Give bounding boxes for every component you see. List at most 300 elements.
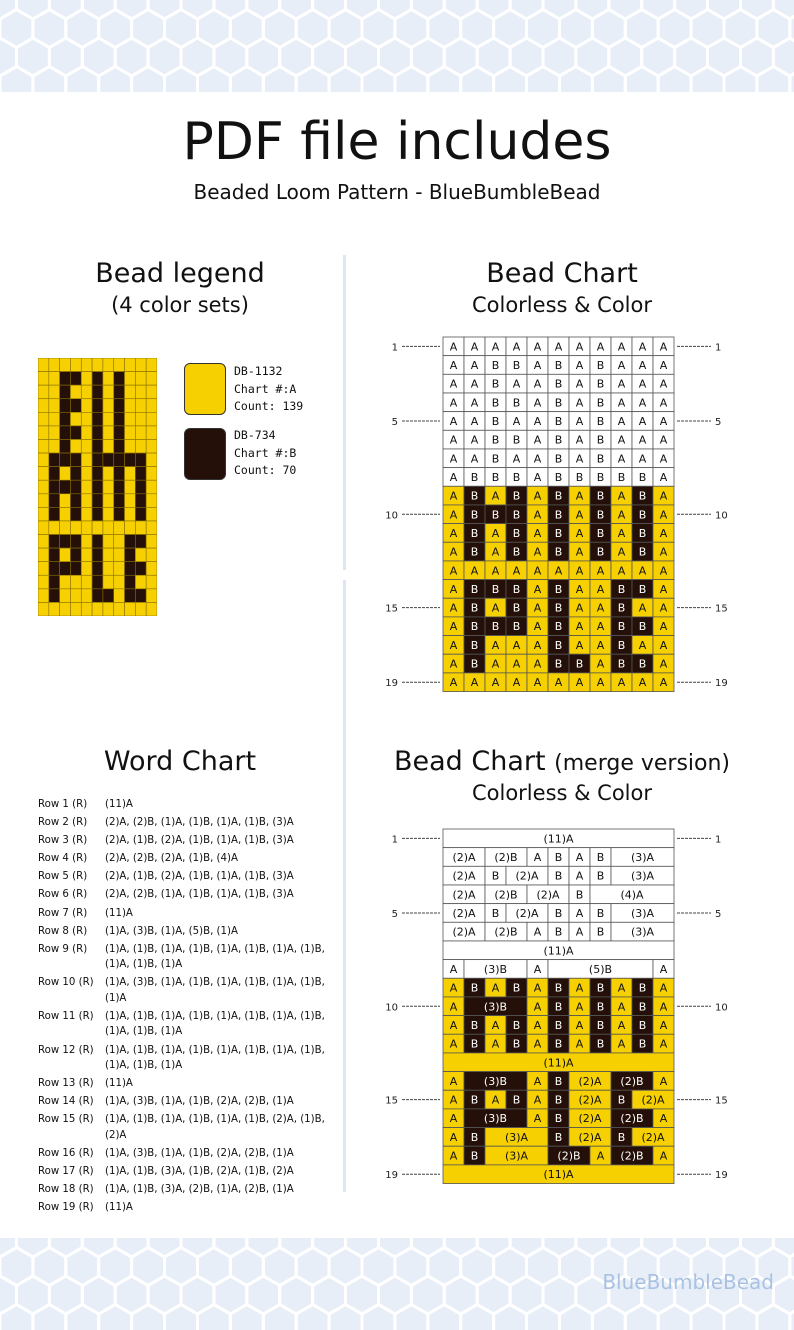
merge-cell-label: A — [533, 1112, 542, 1126]
preview-bead — [81, 439, 92, 453]
bead-cell-label: A — [638, 452, 647, 466]
hex-cell — [148, 1238, 181, 1257]
bead-cell-label: A — [491, 676, 500, 690]
preview-bead — [125, 358, 136, 372]
merge-cell-label: (2)A — [452, 850, 476, 864]
bead-cell-label: B — [491, 620, 500, 634]
preview-bead — [38, 372, 49, 386]
bead-cell-label: A — [575, 601, 584, 615]
preview-bead — [125, 453, 136, 467]
bead-cell-label: A — [470, 564, 479, 578]
bead-cell-label: A — [449, 564, 458, 578]
hex-cell — [33, 1305, 66, 1330]
preview-bead — [114, 575, 125, 589]
bead-cell-label: A — [470, 676, 479, 690]
hex-cell — [675, 1238, 708, 1257]
bead-cell-label: A — [491, 545, 500, 559]
preview-bead — [81, 521, 92, 535]
row-marker-label: 10 — [385, 1002, 398, 1014]
bead-cell-label: A — [491, 489, 500, 503]
merge-cell-label: A — [533, 1093, 542, 1107]
hex-cell — [313, 1238, 346, 1257]
bead-cell-label: B — [575, 470, 584, 484]
preview-bead — [114, 412, 125, 426]
bead-cell-label: A — [449, 396, 458, 410]
hex-pattern — [0, 0, 794, 92]
word-chart-row-label: Row 10 (R) — [38, 977, 94, 989]
hex-cell — [82, 1238, 115, 1257]
merge-cell-label: B — [554, 1093, 563, 1107]
bead-cell-label: B — [638, 470, 647, 484]
preview-bead — [49, 480, 60, 494]
hex-cell — [230, 67, 263, 93]
merge-cell-label: B — [491, 869, 500, 883]
bead-cell-label: A — [533, 676, 542, 690]
bead-chart-subtitle: Colorless & Color — [471, 293, 653, 317]
bead-cell-label: A — [533, 508, 542, 522]
preview-bead — [92, 562, 103, 576]
hex-cell — [362, 1305, 395, 1330]
merge-cell-label: A — [533, 850, 542, 864]
merge-cell-label: B — [554, 850, 563, 864]
preview-bead — [135, 494, 146, 508]
bead-cell-label: B — [470, 489, 479, 503]
hex-cell — [773, 38, 794, 76]
merge-cell-label: (11)A — [543, 1056, 574, 1070]
merge-cell-label: B — [554, 1037, 563, 1051]
merge-cell-label: A — [575, 925, 584, 939]
hex-cell — [510, 1238, 543, 1257]
bead-cell-label: A — [659, 396, 668, 410]
bead-cell-label: B — [470, 582, 479, 596]
word-chart-row-label: Row 17 (R) — [38, 1166, 94, 1177]
hex-cell — [214, 0, 247, 19]
merge-cell-label: (2)A — [578, 1074, 602, 1088]
word-chart-row-text: (1)A, (3)B, (1)A, (5)B, (1)A — [105, 925, 238, 937]
legend-title: Bead legend — [95, 258, 265, 289]
hex-cell — [543, 0, 576, 19]
merge-chart-title — [360, 746, 764, 777]
preview-bead — [146, 562, 157, 576]
bead-cell-label: B — [596, 545, 605, 559]
preview-bead — [38, 480, 49, 494]
hex-cell — [461, 1305, 494, 1330]
hex-cell — [708, 1238, 741, 1257]
bead-cell-label: A — [638, 638, 647, 652]
preview-bead — [114, 589, 125, 603]
hex-cell — [66, 1305, 99, 1330]
merge-cell-label: B — [470, 1130, 479, 1144]
row-marker-label: 15 — [715, 1095, 728, 1107]
bead-cell-label: A — [575, 508, 584, 522]
bead-cell-label: A — [659, 358, 668, 372]
preview-bead — [49, 399, 60, 413]
bead-cell-label: B — [596, 452, 605, 466]
merge-cell-label: A — [617, 1018, 626, 1032]
merge-cell-label: A — [575, 1037, 584, 1051]
bead-cell-label: A — [512, 414, 521, 428]
preview-bead — [114, 467, 125, 481]
row-marker-label: 19 — [715, 678, 728, 690]
legend-count: Count: 139 — [234, 399, 304, 413]
preview-bead — [81, 399, 92, 413]
bead-cell-label: B — [617, 601, 626, 615]
preview-bead — [125, 602, 136, 616]
word-chart-row — [38, 1009, 325, 1040]
merge-bead-chart — [370, 822, 754, 1192]
preview-bead — [103, 372, 114, 386]
hex-cell — [510, 0, 543, 19]
preview-bead — [49, 535, 60, 549]
preview-bead — [135, 535, 146, 549]
merge-cell-label: B — [470, 1093, 479, 1107]
bead-cell-label: A — [596, 601, 605, 615]
merge-cell-label: A — [659, 1074, 668, 1088]
word-chart-row-text: (2)A, (2)B, (2)A, (1)B, (4)A — [105, 853, 238, 865]
preview-bead — [135, 399, 146, 413]
preview-bead — [60, 535, 71, 549]
bead-cell-label: B — [491, 582, 500, 596]
merge-cell-label: (2)A — [578, 1112, 602, 1126]
bead-cell-label: A — [533, 526, 542, 540]
bead-cell-label: A — [512, 377, 521, 391]
bead-cell-label: A — [512, 340, 521, 354]
merge-cell-label: A — [617, 1000, 626, 1014]
preview-bead — [38, 412, 49, 426]
bead-cell-label: A — [575, 452, 584, 466]
legend-chart: Chart #:B — [234, 445, 297, 460]
word-chart-row — [38, 1043, 325, 1074]
merge-cell-label: B — [638, 1000, 647, 1014]
hex-cell — [757, 67, 790, 93]
bead-cell-label: B — [596, 396, 605, 410]
bead-cell-label: A — [512, 657, 521, 671]
hex-cell — [790, 67, 794, 93]
preview-bead — [81, 494, 92, 508]
preview-bead — [103, 480, 114, 494]
preview-bead — [146, 494, 157, 508]
bead-cell-label: B — [638, 620, 647, 634]
bead-cell-label: A — [512, 638, 521, 652]
bead-cell-label: B — [512, 470, 521, 484]
hex-cell — [263, 1305, 296, 1330]
hex-cell — [625, 1305, 658, 1330]
preview-bead — [114, 535, 125, 549]
preview-bead — [70, 358, 81, 372]
merge-cell-label: (3)A — [630, 869, 655, 883]
merge-cell-label: A — [491, 1018, 500, 1032]
preview-bead — [114, 372, 125, 386]
preview-bead — [70, 562, 81, 576]
merge-cell-label: B — [554, 906, 563, 920]
word-chart-row — [38, 887, 325, 903]
merge-cell-label: A — [575, 1000, 584, 1014]
preview-bead — [38, 453, 49, 467]
preview-bead — [38, 521, 49, 535]
row-marker-label: 19 — [385, 678, 398, 690]
bead-cell-label: B — [596, 526, 605, 540]
word-chart-row-label: Row 18 (R) — [38, 1184, 94, 1196]
hex-cell — [346, 1238, 379, 1257]
bead-cell-label: A — [533, 414, 542, 428]
bead-cell-label: A — [575, 582, 584, 596]
bead-cell-label: A — [449, 377, 458, 391]
bead-cell-label: A — [449, 414, 458, 428]
bead-cell-label: A — [470, 377, 479, 391]
merge-cell-label: A — [659, 1149, 668, 1163]
bead-cell-label: A — [617, 545, 626, 559]
word-chart-row-text: (11)A — [105, 1078, 133, 1090]
merge-cell-label: A — [659, 962, 668, 976]
hex-cell — [625, 67, 658, 93]
hex-cell — [411, 0, 444, 19]
bead-cell-label: A — [596, 582, 605, 596]
legend-chart: Chart #:A — [234, 381, 297, 396]
bead-cell-label: B — [638, 545, 647, 559]
bead-cell-label: A — [638, 601, 647, 615]
bead-cell-label: A — [449, 657, 458, 671]
hex-cell — [99, 1305, 132, 1330]
hex-cell — [49, 0, 82, 19]
word-chart-row-text: (1)A, (1)B, (3)A, (1)B, (2)A, (1)B, (2)A — [105, 1166, 294, 1177]
preview-bead — [38, 562, 49, 576]
preview-bead — [103, 358, 114, 372]
preview-bead — [114, 426, 125, 440]
row-marker-label: 5 — [715, 416, 722, 428]
preview-bead — [81, 535, 92, 549]
bead-cell-label: B — [554, 657, 563, 671]
bead-cell-label: A — [491, 340, 500, 354]
legend-entry-a — [234, 363, 303, 416]
bead-cell-label: B — [512, 526, 521, 540]
preview-bead — [103, 439, 114, 453]
merge-cell-label: B — [596, 906, 605, 920]
merge-cell-label: B — [554, 1000, 563, 1014]
bead-cell-label: B — [638, 508, 647, 522]
preview-bead — [125, 439, 136, 453]
merge-cell-label: B — [470, 1149, 479, 1163]
merge-cell-label: A — [533, 1018, 542, 1032]
merge-cell-label: (2)A — [536, 888, 560, 902]
bead-cell-label: A — [554, 340, 563, 354]
preview-bead — [60, 412, 71, 426]
merge-cell-label: A — [575, 869, 584, 883]
bead-cell-label: A — [617, 340, 626, 354]
preview-bead — [60, 562, 71, 576]
word-chart-row-label: Row 13 (R) — [38, 1078, 94, 1090]
preview-bead — [103, 548, 114, 562]
bead-cell-label: A — [617, 508, 626, 522]
word-chart-row — [38, 942, 325, 973]
merge-cell-label: (2)A — [578, 1093, 602, 1107]
preview-bead — [81, 385, 92, 399]
hex-cell — [592, 1305, 625, 1330]
preview-bead — [125, 575, 136, 589]
bead-cell-label: A — [617, 452, 626, 466]
preview-bead — [146, 372, 157, 386]
hex-cell — [444, 1238, 477, 1257]
merge-cell-label: A — [659, 1018, 668, 1032]
preview-bead — [103, 385, 114, 399]
bead-cell-label: A — [491, 638, 500, 652]
bead-cell-label: B — [554, 582, 563, 596]
hex-cell — [99, 67, 132, 93]
merge-cell-label: A — [449, 962, 458, 976]
bead-cell-label: B — [575, 657, 584, 671]
hex-cell — [17, 0, 50, 19]
preview-bead — [70, 602, 81, 616]
preview-bead — [114, 562, 125, 576]
preview-bead — [92, 385, 103, 399]
word-chart-row-label: Row 6 (R) — [38, 889, 88, 901]
preview-bead — [92, 507, 103, 521]
merge-cell-label: A — [659, 1000, 668, 1014]
merge-cell-label: A — [533, 1037, 542, 1051]
preview-bead — [60, 385, 71, 399]
preview-bead — [114, 548, 125, 562]
hex-cell — [494, 1305, 527, 1330]
bead-cell-label: A — [596, 564, 605, 578]
merge-cell-label: B — [596, 925, 605, 939]
bead-cell-label: A — [617, 676, 626, 690]
hex-cell — [724, 1305, 757, 1330]
bead-cell-label: A — [659, 676, 668, 690]
merge-cell-label: B — [554, 1018, 563, 1032]
bead-cell-label: A — [470, 396, 479, 410]
hex-cell — [33, 67, 66, 93]
bead-cell-label: A — [659, 638, 668, 652]
bead-cell-label: B — [638, 582, 647, 596]
merge-cell-label: (3)A — [504, 1130, 529, 1144]
hex-cell — [609, 1238, 642, 1257]
word-chart-row-label: Row 8 (R) — [38, 925, 88, 937]
hex-cell — [148, 0, 181, 19]
preview-bead — [92, 467, 103, 481]
preview-bead — [146, 467, 157, 481]
merge-cell-label: B — [596, 850, 605, 864]
bead-cell-label: B — [617, 470, 626, 484]
bead-cell-label: B — [596, 433, 605, 447]
preview-bead — [135, 602, 146, 616]
merge-cell-label: A — [449, 1037, 458, 1051]
preview-bead — [146, 358, 157, 372]
preview-bead — [70, 412, 81, 426]
hex-cell — [642, 1238, 675, 1257]
preview-bead — [60, 575, 71, 589]
word-chart-row-label: Row 15 (R) — [38, 1114, 94, 1126]
preview-bead — [114, 507, 125, 521]
bead-cell-label: A — [491, 564, 500, 578]
bead-cell-label: B — [554, 414, 563, 428]
merge-cell-label: (3)B — [483, 1000, 508, 1014]
preview-bead — [38, 494, 49, 508]
preview-bead — [92, 399, 103, 413]
merge-cell-label: (2)A — [515, 869, 539, 883]
preview-bead — [70, 426, 81, 440]
preview-bead — [125, 480, 136, 494]
row-marker-label: 5 — [391, 416, 398, 428]
bead-cell-label: B — [491, 396, 500, 410]
bead-cell-label: A — [638, 676, 647, 690]
bead-cell-label: A — [449, 620, 458, 634]
hex-cell — [428, 1305, 461, 1330]
bead-chart-title: Bead Chart — [486, 258, 638, 289]
hex-cell — [247, 0, 280, 19]
preview-bead — [60, 399, 71, 413]
preview-bead — [103, 494, 114, 508]
preview-bead — [49, 412, 60, 426]
preview-bead — [81, 575, 92, 589]
merge-cell-label: B — [575, 888, 584, 902]
merge-cell-label: (3)A — [630, 850, 655, 864]
hex-cell — [609, 0, 642, 19]
bead-cell-label: A — [470, 452, 479, 466]
preview-bead — [146, 399, 157, 413]
bead-cell-label: B — [638, 526, 647, 540]
merge-chart-subtitle: Colorless & Color — [471, 781, 653, 805]
merge-cell-label: (3)B — [483, 1074, 508, 1088]
hex-cell — [313, 0, 346, 19]
preview-bead — [38, 507, 49, 521]
merge-cell-label: B — [470, 1037, 479, 1051]
merge-cell-label: A — [659, 1037, 668, 1051]
preview-bead — [146, 602, 157, 616]
merge-chart-title-main: Bead Chart — [393, 746, 546, 777]
bead-cell-label: A — [659, 657, 668, 671]
word-chart-row — [38, 924, 325, 940]
bead-cell-label: A — [659, 508, 668, 522]
merge-cell-label: (2)B — [620, 1112, 644, 1126]
merge-cell-label: (3)B — [483, 1112, 508, 1126]
preview-bead — [81, 426, 92, 440]
preview-bead — [92, 589, 103, 603]
bead-cell-label: A — [449, 545, 458, 559]
preview-bead — [81, 562, 92, 576]
word-chart-row — [38, 1182, 325, 1198]
preview-bead — [135, 507, 146, 521]
hex-cell — [658, 1305, 691, 1330]
bead-cell-label: A — [638, 396, 647, 410]
merge-cell-label: B — [554, 1112, 563, 1126]
row-marker-label: 1 — [391, 834, 398, 846]
bead-cell-label: A — [449, 452, 458, 466]
preview-bead — [135, 453, 146, 467]
merge-cell-label: (4)A — [620, 888, 644, 902]
preview-bead — [103, 562, 114, 576]
preview-bead — [114, 494, 125, 508]
preview-bead — [114, 602, 125, 616]
merge-cell-label: B — [638, 981, 647, 995]
preview-bead — [135, 589, 146, 603]
hex-cell — [773, 1276, 794, 1314]
merge-cell-label: (3)B — [483, 962, 508, 976]
bead-cell-label: B — [617, 620, 626, 634]
bead-cell-label: B — [512, 582, 521, 596]
preview-bead — [125, 507, 136, 521]
preview-bead — [60, 507, 71, 521]
preview-bead — [70, 467, 81, 481]
preview-bead — [125, 521, 136, 535]
hex-cell — [527, 67, 560, 93]
hex-cell — [724, 67, 757, 93]
bead-cell-label: B — [491, 470, 500, 484]
merge-cell-label: (2)A — [641, 1130, 665, 1144]
hex-cell — [527, 1305, 560, 1330]
bead-cell-label: B — [596, 377, 605, 391]
merge-cell-label: (2)B — [620, 1074, 644, 1088]
bead-cell-label: B — [491, 508, 500, 522]
preview-bead — [38, 602, 49, 616]
